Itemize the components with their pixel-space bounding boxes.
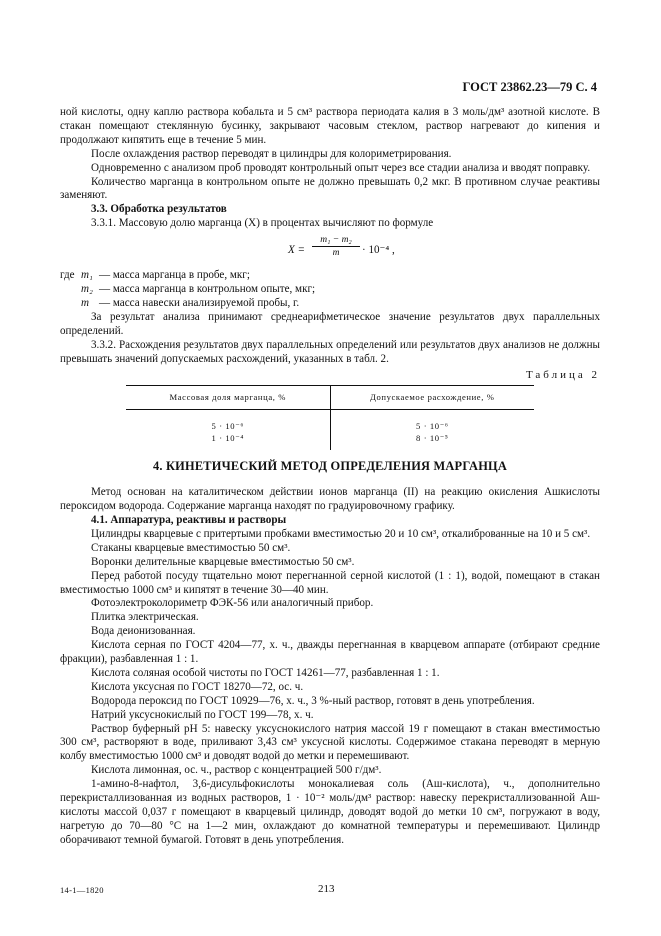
table-header-cell: Массовая доля марганца, % bbox=[126, 386, 330, 410]
table-cell: 5 · 10⁻⁶ bbox=[330, 410, 534, 433]
page-number: 213 bbox=[318, 883, 335, 895]
paragraph: Натрий уксуснокислый по ГОСТ 199—78, х. ч. bbox=[91, 708, 314, 721]
subsection-heading: 4.1. Аппаратура, реактивы и растворы bbox=[91, 513, 287, 526]
page-body bbox=[60, 106, 600, 848]
formula-legend-item bbox=[60, 297, 600, 311]
paragraph: За результат анализа принимают среднеарифметическое значение результатов двух параллельных определений. bbox=[60, 310, 600, 337]
paragraph: Кислота уксусная по ГОСТ 18270—72, ос. ч. bbox=[91, 680, 304, 693]
paragraph: Метод основан на каталитическом действии ионов марганца (II) на реакцию окисления Ашкислоты пероксидом водорода. Содержание марганца находят по градуировочному графику. bbox=[60, 486, 600, 513]
paragraph: 1-амино-8-нафтол, 3,6-дисульфокислоты монокалиевая соль (Аш-кислота), ч., дополнительно перекристаллизованная из водных растворов, 1 · 10⁻² моль/дм³ раствор: навеску перекристаллизованной Аш-кислоты массой 0,037 г помещают в кварцевый цилиндр, доводят водой до метки 10 см³, погружают в воду, нагретую до 70—80 °С на 1—2 мин, охлаждают до комнатной температуры и перемешивают. Цилиндр оборачивают темной бумагой. Готовят в день употребления. bbox=[60, 778, 600, 846]
legend-text: — масса марганца в контрольном опыте, мкг; bbox=[99, 283, 316, 296]
formula-rhs: · 10⁻⁴ , bbox=[362, 244, 395, 257]
formula-fraction bbox=[312, 234, 360, 259]
paragraph: Плитка электрическая. bbox=[91, 611, 199, 624]
paragraph: Воронки делительные кварцевые вместимостью 50 см³. bbox=[91, 555, 355, 568]
paragraph: Одновременно с анализом проб проводят контрольный опыт через все стадии анализа и вводят поправку. bbox=[91, 161, 591, 174]
page-header: ГОСТ 23862.23—79 С. 4 bbox=[462, 80, 597, 94]
legend-text: — масса марганца в пробе, мкг; bbox=[99, 269, 250, 282]
legend-symbol: m bbox=[81, 296, 90, 309]
formula-legend-item bbox=[60, 269, 600, 283]
legend-prefix: где bbox=[60, 269, 75, 282]
paragraph: Фотоэлектроколориметр ФЭК-56 или аналогичный прибор. bbox=[91, 597, 374, 610]
paragraph: Кислота серная по ГОСТ 4204—77, х. ч., дважды перегнанная в кварцевом аппарате (отбирают средние фракции), разбавленная 1 : 1. bbox=[60, 639, 600, 666]
table-caption: Таблица 2 bbox=[525, 369, 600, 382]
formula-numerator: m₁ − m₂ bbox=[312, 234, 360, 247]
paragraph: Вода деионизованная. bbox=[91, 625, 196, 638]
paragraph: ной кислоты, одну каплю раствора кобальта и 5 см³ раствора периодата калия в 3 моль/дм³ азотной кислоте. В стакан помещают стеклянную бусинку, закрывают часовым стеклом, раствор нагревают до кипения и продолжают кипятить еще в течение 5 мин. bbox=[60, 106, 600, 146]
formula-lhs: X = bbox=[288, 244, 306, 257]
legend-text: — масса навески анализируемой пробы, г. bbox=[99, 296, 300, 309]
table-row bbox=[126, 433, 534, 451]
formula-denominator: m bbox=[332, 248, 340, 259]
formula bbox=[60, 234, 600, 268]
paragraph: Кислота соляная особой чистоты по ГОСТ 14261—77, разбавленная 1 : 1. bbox=[91, 666, 440, 679]
table-cell: 1 · 10⁻⁴ bbox=[211, 432, 244, 443]
paragraph: 3.3.2. Расхождения результатов двух параллельных определений или результатов двух анализов не должны превышать значений допускаемых расхождений, указанных в табл. 2. bbox=[60, 338, 600, 365]
paragraph: Стаканы кварцевые вместимостью 50 см³. bbox=[91, 541, 291, 554]
paragraph: Перед работой посуду тщательно моют перегнанной серной кислотой (1 : 1), водой, помещают в стакан вместимостью 1000 см³ и кипятят в течение 30—40 мин. bbox=[60, 569, 600, 596]
paragraph: Водорода пероксид по ГОСТ 10929—76, х. ч., 3 %-ный раствор, готовят в день употребления. bbox=[91, 694, 535, 707]
paragraph: 3.3.1. Массовую долю марганца (X) в процентах вычисляют по формуле bbox=[91, 217, 434, 230]
table-row bbox=[126, 410, 534, 433]
formula-legend-item bbox=[60, 283, 600, 297]
paragraph: Количество марганца в контрольном опыте не должно превышать 0,2 мкг. В противном случае реактивы заменяют. bbox=[60, 175, 600, 202]
paragraph: Раствор буферный рН 5: навеску уксуснокислого натрия массой 19 г помещают в стакан вместимостью 300 см³, растворяют в воде, приливают 3,43 см³ уксусной кислоты. Содержимое стакана переводят в мерную колбу вместимостью 1000 см³ и доводят водой до метки и перемешивают. bbox=[60, 722, 600, 763]
paragraph: После охлаждения раствор переводят в цилиндры для колориметрирования. bbox=[91, 147, 452, 160]
section-title: 4. КИНЕТИЧЕСКИЙ МЕТОД ОПРЕДЕЛЕНИЯ МАРГАНЦА bbox=[152, 459, 508, 474]
legend-symbol: m₂ bbox=[81, 283, 93, 296]
paragraph: Кислота лимонная, ос. ч., раствор с концентрацией 500 г/дм³. bbox=[91, 764, 382, 777]
table-header-row bbox=[126, 386, 534, 410]
table-cell: 5 · 10⁻⁶ bbox=[211, 421, 244, 432]
table-cell: 8 · 10⁻⁵ bbox=[330, 433, 534, 451]
legend-symbol: m₁ bbox=[81, 269, 93, 282]
tolerance-table bbox=[126, 385, 534, 450]
paragraph: Цилиндры кварцевые с притертыми пробками вместимостью 20 и 10 см³, откалиброванные на 10 и 5 см³. bbox=[91, 527, 591, 540]
table-header-cell: Допускаемое расхождение, % bbox=[330, 386, 534, 410]
print-code: 14-1—1820 bbox=[60, 885, 104, 895]
subsection-heading: 3.3. Обработка результатов bbox=[91, 203, 227, 216]
